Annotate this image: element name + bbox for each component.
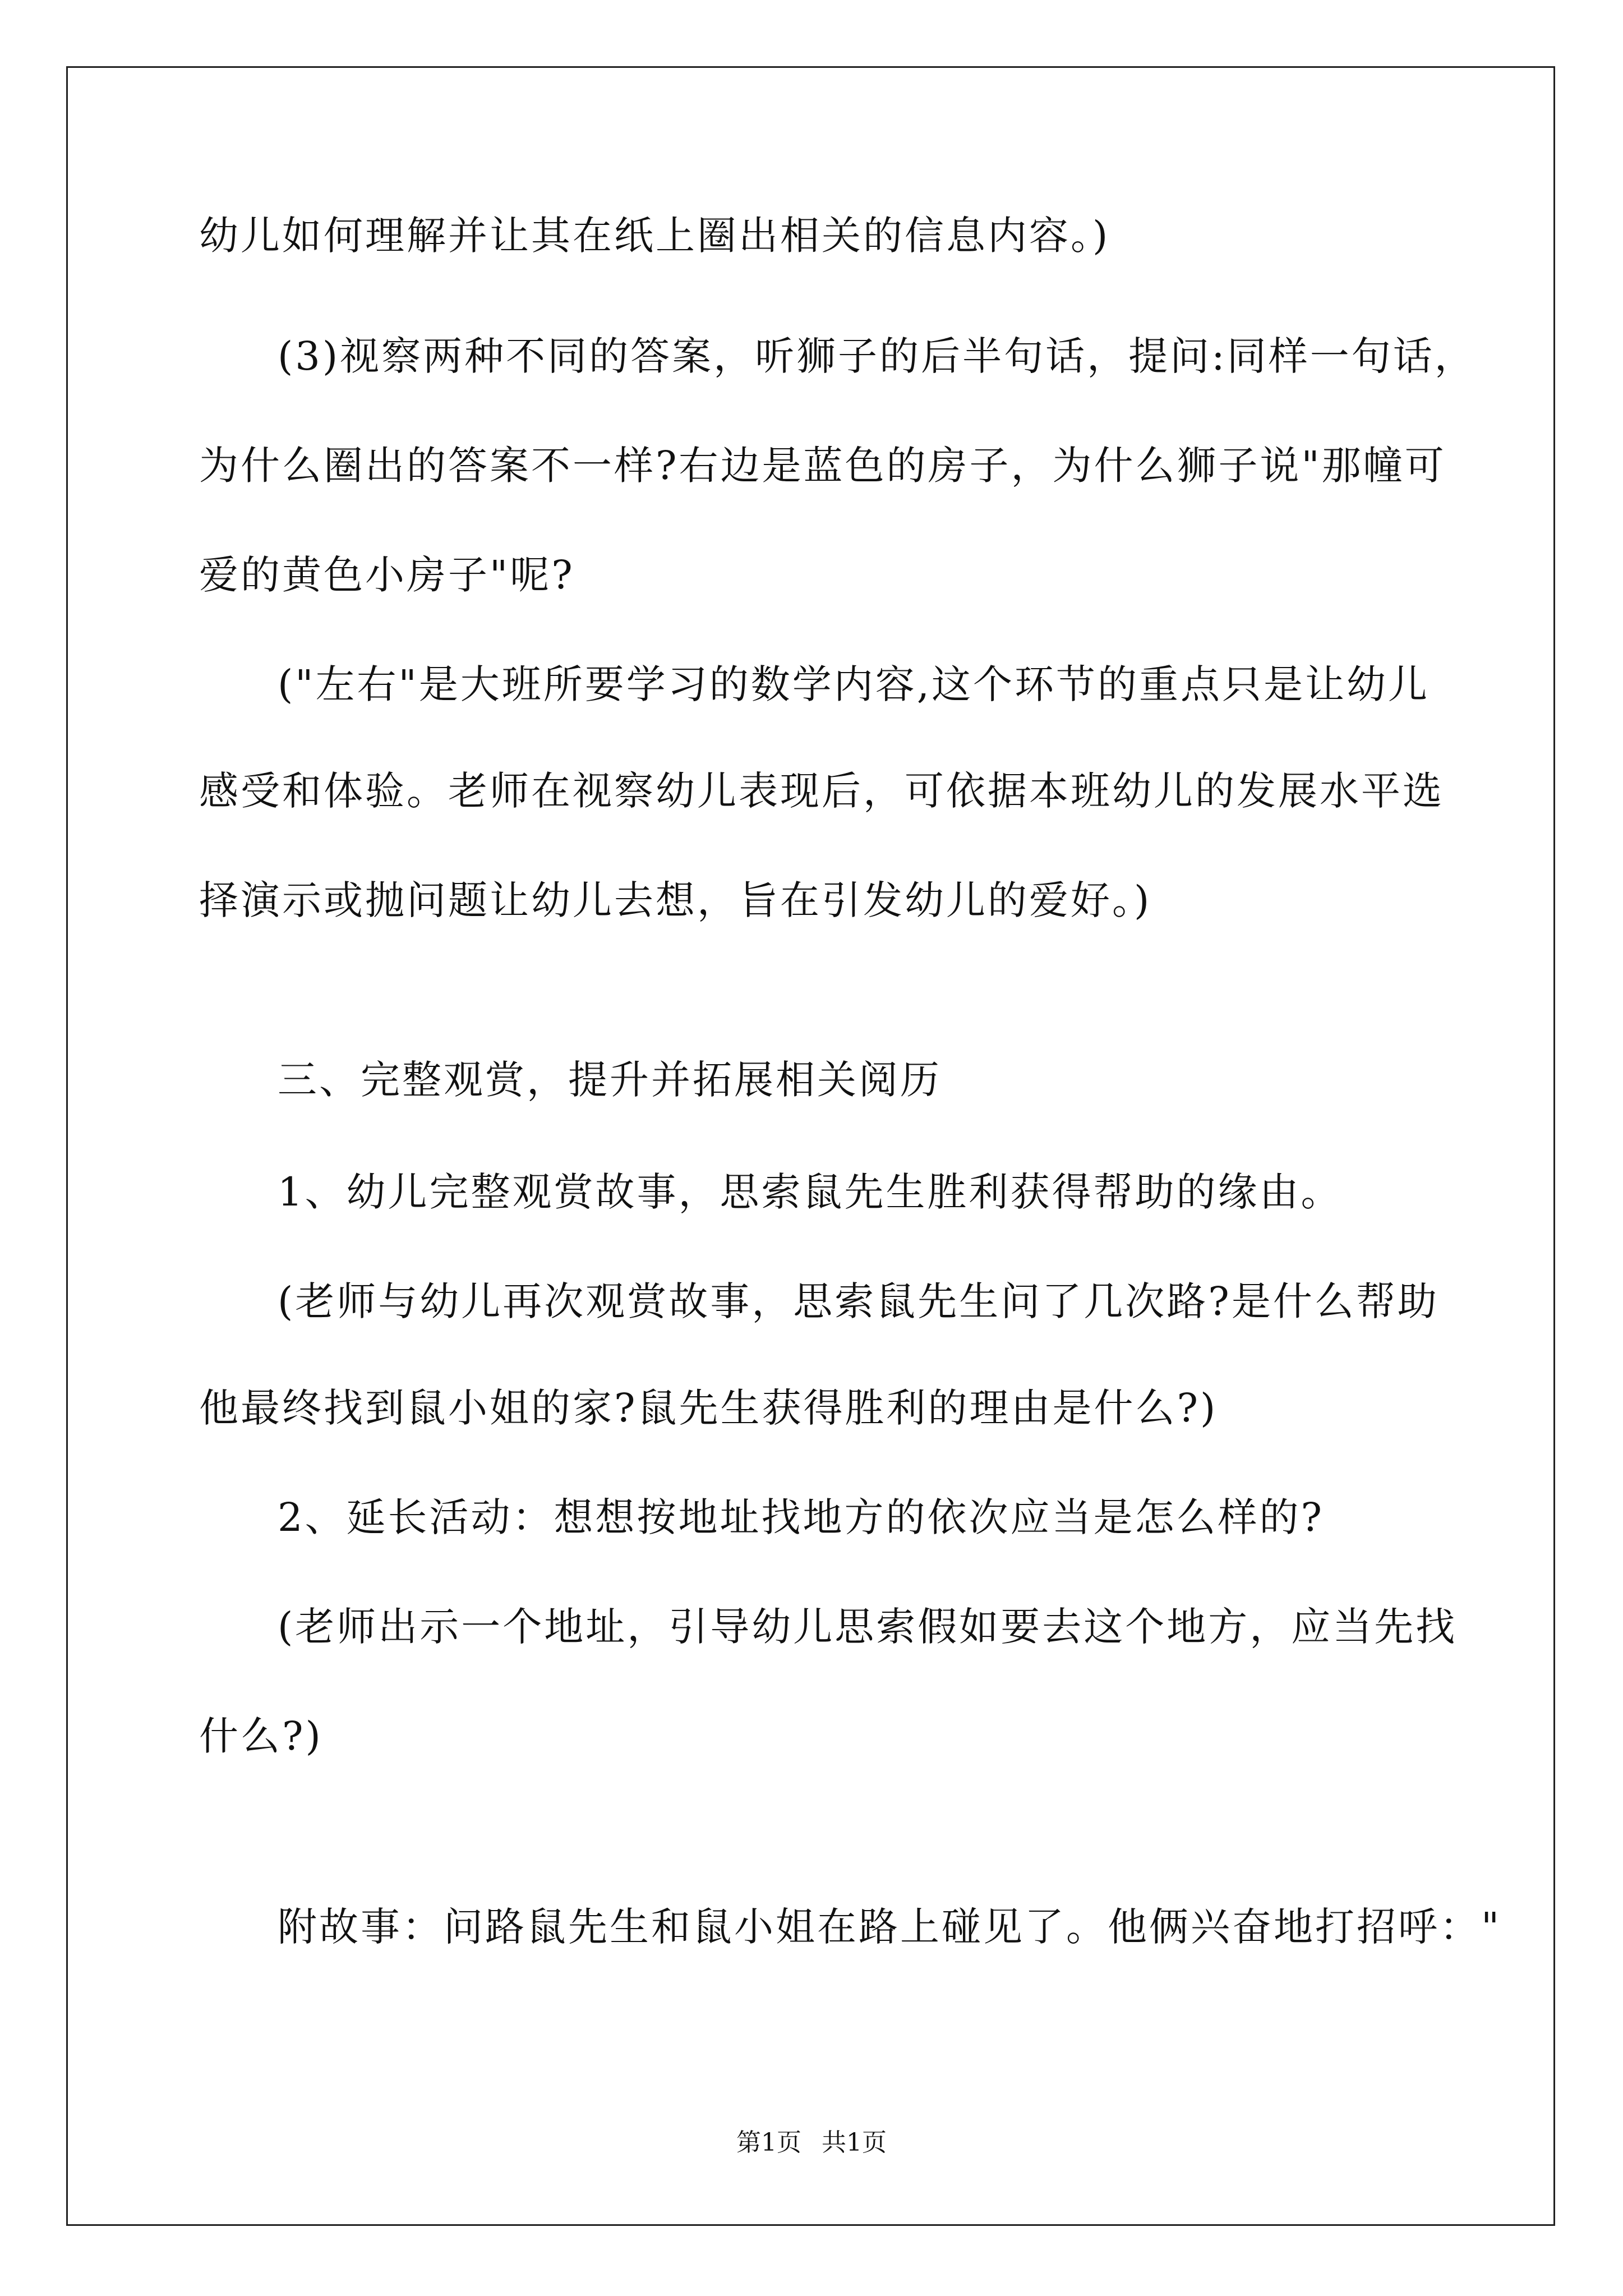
text-line: ("左右"是大班所要学习的数学内容,这个环节的重点只是让幼儿 xyxy=(278,661,1430,707)
section-heading: 三、完整观赏，提升并拓展相关阅历 xyxy=(278,1057,942,1103)
text-line: 为什么圈出的答案不一样?右边是蓝色的房子，为什么狮子说"那幢可 xyxy=(199,443,1446,489)
text-line: 爱的黄色小房子"呢? xyxy=(199,552,575,598)
page-total: 共1页 xyxy=(822,2128,887,2157)
text-line: 1、幼儿完整观赏故事，思索鼠先生胜利获得帮助的缘由。 xyxy=(278,1169,1343,1215)
text-line: (老师出示一个地址，引导幼儿思索假如要去这个地方，应当先找 xyxy=(278,1604,1458,1650)
text-line: (3)视察两种不同的答案，听狮子的后半句话，提问:同样一句话， xyxy=(278,333,1476,379)
page-footer xyxy=(0,2126,1623,2160)
text-line: 附故事：问路鼠先生和鼠小姐在路上碰见了。他俩兴奋地打招呼：" xyxy=(278,1904,1502,1950)
text-line: 2、延长活动：想想按地址找地方的依次应当是怎么样的? xyxy=(278,1494,1325,1540)
text-line: 择演示或抛问题让幼儿去想，旨在引发幼儿的爱好。) xyxy=(199,877,1152,923)
text-line: 感受和体验。老师在视察幼儿表现后，可依据本班幼儿的发展水平选 xyxy=(199,768,1444,814)
text-line: 幼儿如何理解并让其在纸上圈出相关的信息内容。) xyxy=(199,213,1110,259)
page-number: 第1页 xyxy=(736,2128,801,2157)
text-line: (老师与幼儿再次观赏故事，思索鼠先生问了几次路?是什么帮助 xyxy=(278,1278,1439,1324)
text-line: 什么?) xyxy=(199,1713,323,1759)
text-line: 他最终找到鼠小姐的家?鼠先生获得胜利的理由是什么?) xyxy=(199,1385,1218,1431)
